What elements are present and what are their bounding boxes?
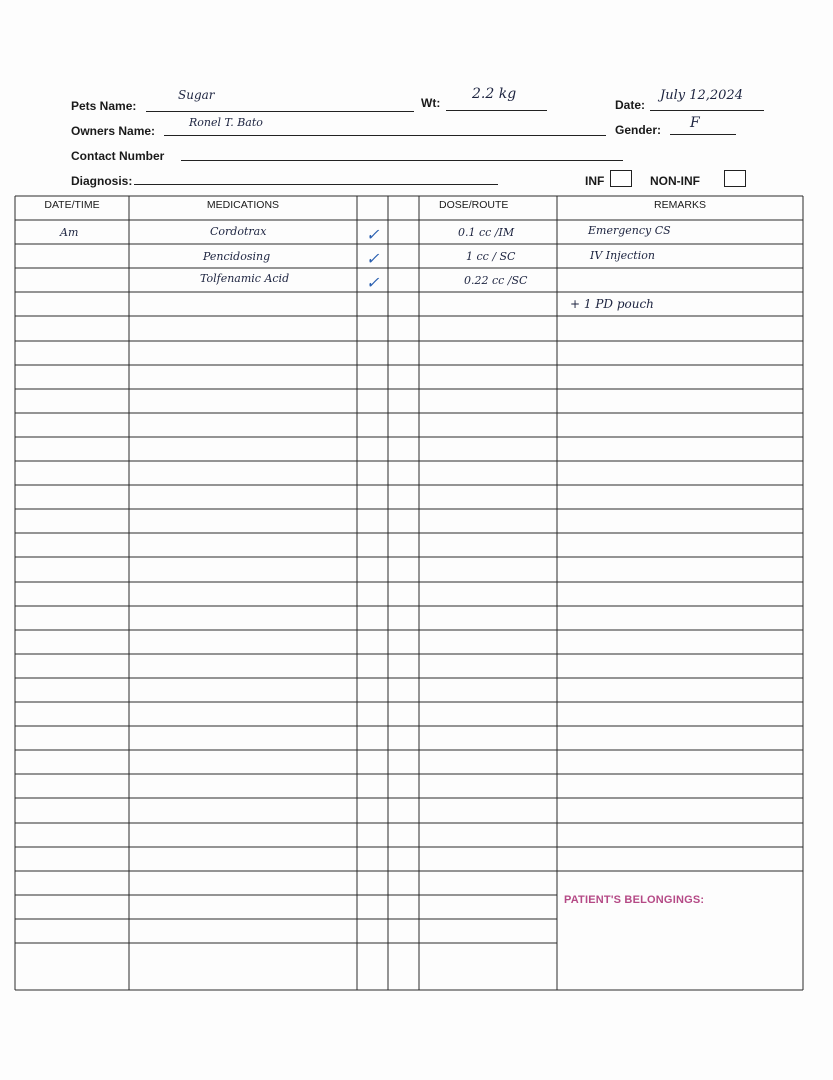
date-label: Date: bbox=[615, 98, 646, 112]
gender-label: Gender: bbox=[615, 123, 662, 137]
row-1-medication[interactable]: Cordotrax bbox=[210, 225, 267, 238]
row-2-medication[interactable]: Pencidosing bbox=[203, 250, 271, 263]
owner-name-value[interactable]: Ronel T. Bato bbox=[189, 116, 263, 129]
pet-name-value[interactable]: Sugar bbox=[178, 88, 215, 102]
pet-name-label: Pets Name: bbox=[71, 99, 137, 113]
col-header-dose-route: DOSE/ROUTE bbox=[439, 199, 509, 211]
row-3-check-mark[interactable]: ✓ bbox=[366, 273, 380, 292]
col-header-medications: MEDICATIONS bbox=[206, 199, 280, 211]
row-2-remark[interactable]: IV Injection bbox=[590, 249, 655, 262]
gender-value[interactable]: F bbox=[690, 115, 700, 131]
contact-number-label: Contact Number bbox=[71, 149, 165, 163]
weight-value[interactable]: 2.2 kg bbox=[472, 86, 517, 102]
row-2-check-mark[interactable]: ✓ bbox=[366, 249, 380, 268]
date-value[interactable]: July 12,2024 bbox=[660, 88, 743, 103]
col-header-remarks: REMARKS bbox=[654, 199, 706, 211]
row-1-dose[interactable]: 0.1 cc /IM bbox=[458, 226, 515, 239]
weight-label: Wt: bbox=[421, 96, 441, 110]
col-header-datetime: DATE/TIME bbox=[44, 199, 100, 211]
patient-belongings-label: PATIENT'S BELONGINGS: bbox=[564, 894, 705, 906]
row-1-check-mark[interactable]: ✓ bbox=[366, 225, 380, 244]
row-4-remark[interactable]: + 1 PD pouch bbox=[570, 297, 654, 311]
row-1-datetime[interactable]: Am bbox=[60, 226, 79, 239]
inf-label: INF bbox=[585, 174, 605, 188]
row-3-dose[interactable]: 0.22 cc /SC bbox=[464, 274, 528, 287]
row-2-dose[interactable]: 1 cc / SC bbox=[466, 250, 516, 263]
owner-name-label: Owners Name: bbox=[71, 124, 156, 138]
diagnosis-label: Diagnosis: bbox=[71, 174, 133, 188]
row-1-remark[interactable]: Emergency CS bbox=[588, 224, 671, 237]
non-inf-label: NON-INF bbox=[650, 174, 700, 188]
row-3-medication[interactable]: Tolfenamic Acid bbox=[200, 272, 290, 285]
